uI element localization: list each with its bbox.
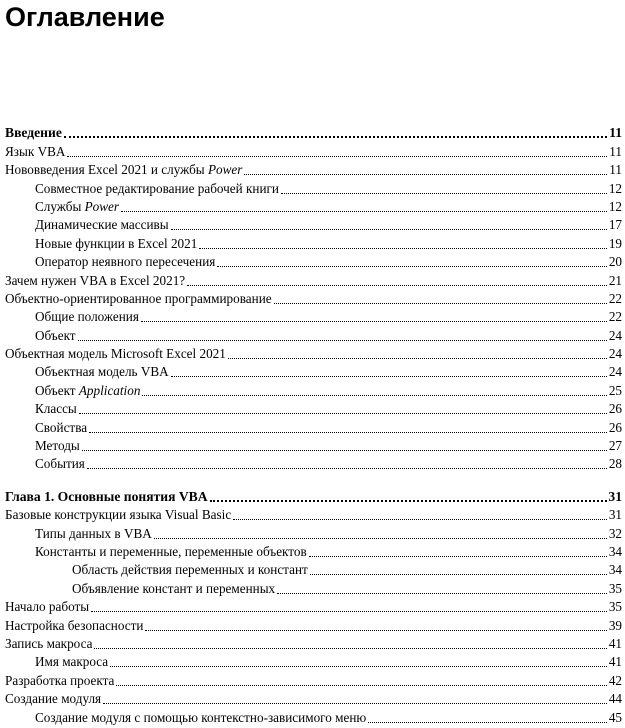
toc-entry <box>5 288 622 306</box>
toc-entry-page-number: 45 <box>608 709 622 725</box>
dot-leader <box>154 524 607 539</box>
toc-entry-page-number: 35 <box>608 599 622 615</box>
toc-entry-title <box>35 654 109 669</box>
toc-entry-title-text: Свойства <box>35 419 88 435</box>
toc-entry <box>5 196 622 214</box>
toc-entry-title-text: Динамические массивы <box>35 217 169 233</box>
toc-entry <box>5 706 622 724</box>
toc-entry-page-number: 24 <box>608 364 622 380</box>
toc-entry <box>5 343 622 361</box>
toc-entry-title-text: Объект <box>35 327 76 343</box>
dot-leader <box>171 215 607 230</box>
toc-entry-page-number: 12 <box>608 180 622 196</box>
toc-entry-title-text: Начало работы <box>5 599 90 615</box>
toc-entry-title <box>35 328 77 343</box>
toc-entry-title <box>35 526 153 541</box>
dot-leader <box>309 542 607 557</box>
toc-entry <box>5 541 622 559</box>
toc-entry <box>5 577 622 595</box>
dot-leader <box>64 122 607 138</box>
toc-entry-page-number: 32 <box>608 525 622 541</box>
dot-leader <box>91 597 607 612</box>
dot-leader <box>110 652 607 667</box>
toc-entry-title-text: Язык VBA <box>5 143 66 159</box>
dot-leader <box>141 307 607 322</box>
toc-entry <box>5 251 622 269</box>
toc-entry-title <box>35 217 170 232</box>
toc-entry-title <box>5 618 144 633</box>
toc-entry-title <box>35 544 308 559</box>
toc-entry <box>5 559 622 577</box>
dot-leader <box>142 381 607 396</box>
toc-entry-title <box>5 507 232 522</box>
toc-entry-title-text: Создание модуля с помощью контекстно-зависимого меню <box>35 709 367 725</box>
toc-entry-title <box>5 346 227 361</box>
dot-leader <box>274 289 607 304</box>
toc-entry-title <box>5 125 63 140</box>
dot-leader <box>79 399 607 414</box>
toc-entry-title-text: Оператор неявного пересечения <box>35 254 216 270</box>
toc-entry-title-text: Глава 1. Основные понятия VBA <box>5 488 208 504</box>
dot-leader <box>277 579 607 594</box>
dot-leader <box>228 344 607 359</box>
toc-entry-title-italic: Power <box>207 162 243 178</box>
toc-entry-title-text: Базовые конструкции языка Visual Basic <box>5 507 232 523</box>
toc-entry-title-text: Объектно-ориентированное программирование <box>5 290 272 306</box>
toc-entry-title-text: Объектная модель Microsoft Excel 2021 <box>5 346 226 362</box>
toc-entry-title-text: Совместное редактирование рабочей книги <box>35 180 279 196</box>
toc-entry-title-text: Методы <box>35 438 80 454</box>
toc-entry-title <box>5 691 102 706</box>
dot-leader <box>281 179 607 194</box>
toc-entry-title <box>5 144 66 159</box>
toc-entry-title <box>35 383 141 398</box>
table-of-contents <box>5 122 622 725</box>
toc-entry <box>5 140 622 158</box>
toc-entry <box>5 361 622 379</box>
toc-entry <box>5 122 622 140</box>
toc-entry-title-text: Область действия переменных и констант <box>72 562 308 578</box>
toc-entry-title <box>5 489 209 504</box>
toc-entry-page-number: 39 <box>608 617 622 633</box>
toc-entry-title <box>35 438 81 453</box>
toc-entry-title-italic: Application <box>78 382 141 398</box>
dot-leader <box>244 160 607 175</box>
toc-entry-title <box>35 420 88 435</box>
page-title: Оглавление <box>5 2 165 32</box>
toc-entry-title <box>5 273 186 288</box>
dot-leader <box>145 616 607 631</box>
toc-entry-title-text: Нововведения Excel 2021 и службы <box>5 162 208 178</box>
toc-entry <box>5 651 622 669</box>
toc-entry <box>5 614 622 632</box>
toc-entry-title <box>35 309 140 324</box>
toc-entry <box>5 214 622 232</box>
toc-entry <box>5 379 622 397</box>
toc-entry-title-text: Запись макроса <box>5 635 93 651</box>
dot-leader <box>103 689 607 704</box>
toc-entry-page-number: 34 <box>608 543 622 559</box>
toc-entry-page-number: 19 <box>608 235 622 251</box>
toc-entry-title-text: Новые функции в Excel 2021 <box>35 235 198 251</box>
toc-entry <box>5 522 622 540</box>
toc-entry-title <box>35 199 120 214</box>
toc-entry <box>5 633 622 651</box>
toc-entry-title <box>72 562 309 577</box>
dot-leader <box>217 252 607 267</box>
toc-entry-title <box>35 236 198 251</box>
toc-entry-page-number: 26 <box>608 401 622 417</box>
toc-entry-page-number: 17 <box>608 217 622 233</box>
dot-leader <box>89 418 607 433</box>
dot-leader <box>87 454 607 469</box>
toc-entry <box>5 688 622 706</box>
toc-entry <box>5 232 622 250</box>
dot-leader <box>233 505 607 520</box>
toc-entry-title-text: Разработка проекта <box>5 672 115 688</box>
toc-entry-page-number: 41 <box>608 635 622 651</box>
dot-leader <box>310 560 607 575</box>
toc-entry-title-text: Типы данных в VBA <box>35 525 152 541</box>
toc-entry-title-text: Службы <box>35 198 85 214</box>
toc-entry-title <box>35 254 216 269</box>
toc-entry-title-text: Создание модуля <box>5 691 102 707</box>
toc-entry <box>5 398 622 416</box>
toc-entry-page-number: 44 <box>608 691 622 707</box>
toc-entry-title <box>35 181 280 196</box>
toc-entry-title-text: Зачем нужен VBA в Excel 2021? <box>5 272 186 288</box>
dot-leader <box>171 362 607 377</box>
toc-entry-page-number: 21 <box>608 272 622 288</box>
dot-leader <box>116 671 607 686</box>
toc-entry-title <box>35 456 86 471</box>
toc-entry-title <box>5 291 273 306</box>
toc-entry-page-number: 22 <box>608 290 622 306</box>
toc-entry-title-text: Объектная модель VBA <box>35 364 169 380</box>
toc-entry-page-number: 31 <box>608 507 622 523</box>
toc-entry-page-number: 35 <box>608 580 622 596</box>
toc-entry-page-number: 27 <box>608 438 622 454</box>
toc-entry-title-italic: Power <box>84 198 120 214</box>
dot-leader <box>67 142 607 157</box>
toc-entry-page-number: 22 <box>608 309 622 325</box>
toc-entry-page-number: 11 <box>609 125 622 141</box>
dot-leader <box>368 708 607 723</box>
toc-entry-page-number: 11 <box>609 162 622 178</box>
toc-entry-title-text: Классы <box>35 401 77 417</box>
toc-entry-title <box>72 581 276 596</box>
toc-entry-page-number: 31 <box>608 488 622 504</box>
toc-entry-title-text: Объявление констант и переменных <box>72 580 276 596</box>
dot-leader <box>82 436 607 451</box>
toc-entry-page-number: 26 <box>608 419 622 435</box>
toc-entry-page-number: 28 <box>608 456 622 472</box>
dot-leader <box>94 634 607 649</box>
toc-entry-title-text: Общие положения <box>35 309 139 325</box>
toc-entry <box>5 177 622 195</box>
toc-entry <box>5 435 622 453</box>
dot-leader <box>199 234 607 249</box>
toc-entry-title-text: Имя макроса <box>35 654 109 670</box>
dot-leader <box>78 326 607 341</box>
toc-entry-page-number: 24 <box>608 346 622 362</box>
toc-entry-title <box>5 599 90 614</box>
toc-entry-title-text: Введение <box>5 125 62 141</box>
toc-entry-title <box>5 636 93 651</box>
dot-leader <box>121 197 607 212</box>
toc-entry <box>5 669 622 687</box>
toc-entry-page-number: 25 <box>608 382 622 398</box>
toc-entry-title <box>35 364 170 379</box>
toc-entry-page-number: 42 <box>608 672 622 688</box>
toc-entry-page-number: 11 <box>609 143 622 159</box>
toc-entry <box>5 324 622 342</box>
toc-entry <box>5 504 622 522</box>
toc-entry-title <box>5 162 243 177</box>
toc-entry-title <box>35 710 367 725</box>
toc-entry-title-text: Настройка безопасности <box>5 617 144 633</box>
toc-entry <box>5 306 622 324</box>
dot-leader <box>210 486 607 502</box>
toc-entry-title <box>35 401 78 416</box>
dot-leader <box>187 271 607 286</box>
toc-entry-title <box>5 673 115 688</box>
toc-entry <box>5 159 622 177</box>
toc-entry-title-text: События <box>35 456 85 472</box>
toc-entry <box>5 269 622 287</box>
toc-entry <box>5 416 622 434</box>
toc-entry-title-text: Константы и переменные, переменные объектов <box>35 543 307 559</box>
toc-entry <box>5 453 622 471</box>
toc-entry-page-number: 24 <box>608 327 622 343</box>
toc-entry-page-number: 41 <box>608 654 622 670</box>
toc-entry <box>5 485 622 503</box>
toc-entry-page-number: 12 <box>608 198 622 214</box>
toc-entry-page-number: 20 <box>608 254 622 270</box>
toc-entry-page-number: 34 <box>608 562 622 578</box>
toc-entry <box>5 596 622 614</box>
toc-entry-title-text: Объект <box>35 382 79 398</box>
